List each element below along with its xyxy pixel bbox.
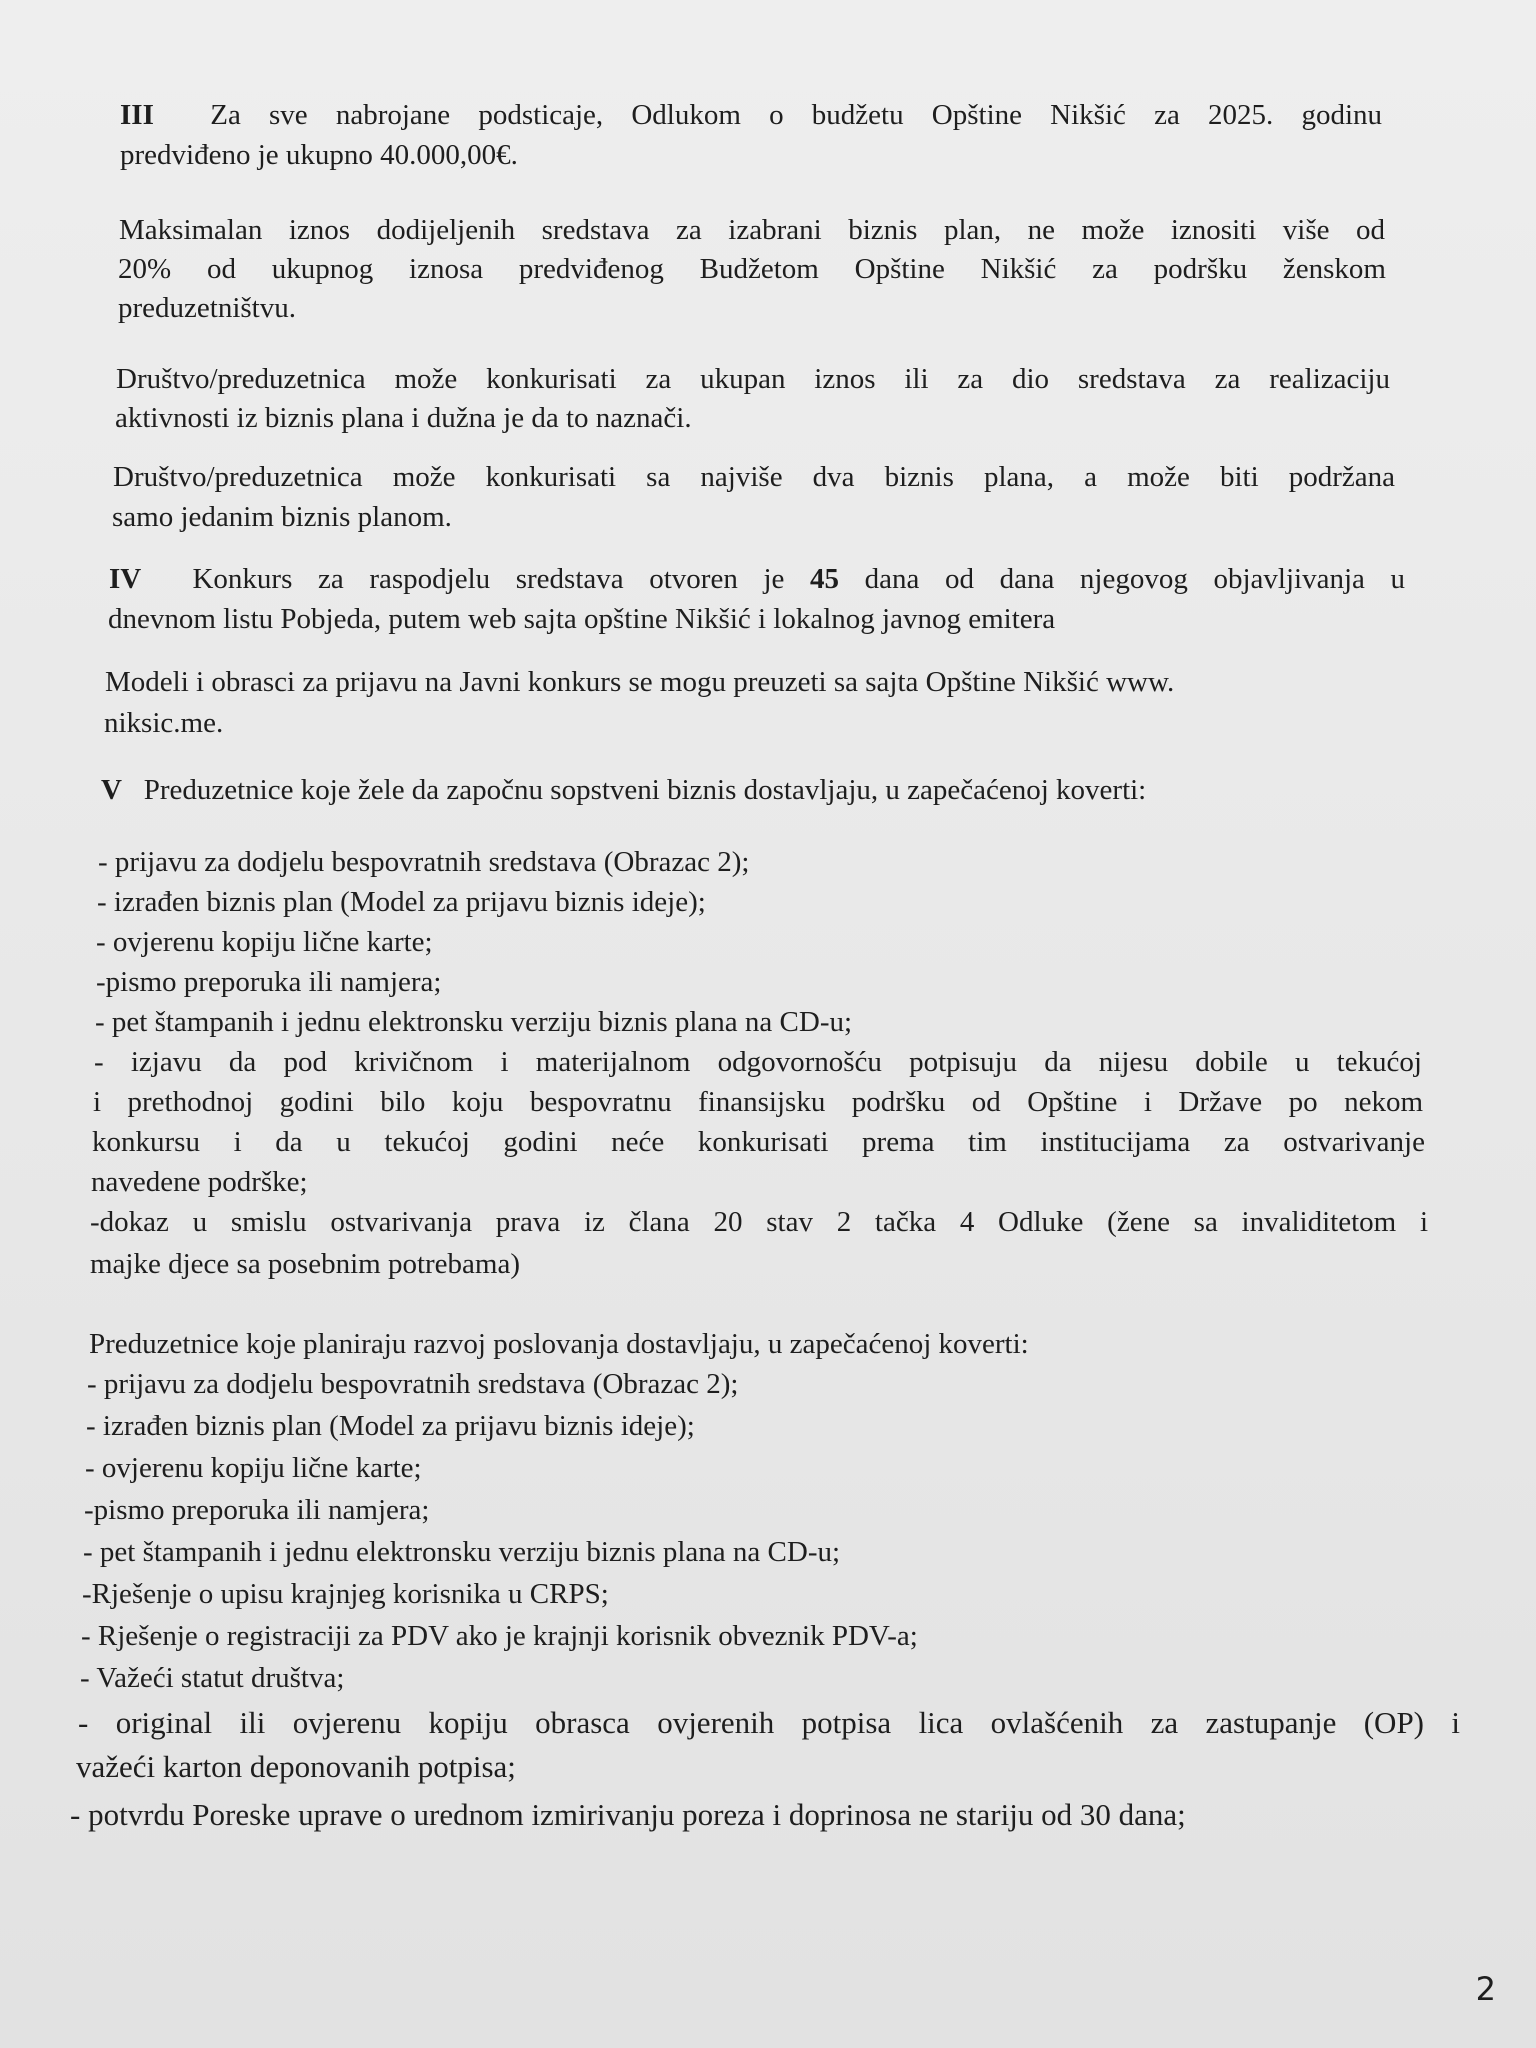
section-iv-text-a: Konkurs za raspodjelu sredstava otvoren je: [192, 563, 810, 595]
list-item: konkursu i da u tekućoj godini neće konkurisati prema tim institucijama za ostvarivanje: [92, 1126, 1425, 1158]
section-number-iii: III: [120, 99, 154, 131]
list-item: -Rješenje o upisu krajnjeg korisnika u CRPS;: [82, 1578, 609, 1610]
list-item: -dokaz u smislu ostvarivanja prava iz člana 20 stav 2 tačka 4 Odluke (žene sa invaliditetom i: [90, 1206, 1428, 1238]
list-item: važeći karton deponovanih potpisa;: [76, 1749, 516, 1784]
list-item: - Važeći statut društva;: [80, 1662, 345, 1694]
section-iv-line-1: [109, 560, 1405, 598]
list-item: - pet štampanih i jednu elektronsku verziju biznis plana na CD-u;: [95, 1006, 853, 1038]
list-item: - prijavu za dodjelu bespovratnih sredstava (Obrazac 2);: [98, 846, 750, 878]
max-amount-line-2: 20% od ukupnog iznosa predviđenog Budžetom Opštine Nikšić za podršku ženskom: [118, 253, 1386, 285]
list-item: - potvrdu Poreske uprave o urednom izmirivanju poreza i doprinosa ne stariju od 30 dana;: [70, 1797, 1186, 1832]
section-v-intro-text: Preduzetnice koje žele da započnu sopstveni biznis dostavljaju, u zapečaćenoj koverti:: [143, 774, 1147, 806]
company-plans-line-2: samo jedanim biznis planom.: [112, 501, 452, 533]
company-apply-line-2: aktivnosti iz biznis plana i dužna je da to naznači.: [115, 402, 692, 434]
section-iv-line-2: dnevnom listu Pobjeda, putem web sajta opštine Nikšić i lokalnog javnog emitera: [108, 603, 1056, 635]
list-item: - izjavu da pod krivičnom i materijalnom odgovornošću potpisuju da nijesu dobile u tekućoj: [94, 1046, 1422, 1078]
list-item: - ovjerenu kopiju lične karte;: [85, 1452, 422, 1484]
list-item: -pismo preporuka ili namjera;: [84, 1494, 430, 1526]
section-iii-line-2: predviđeno je ukupno 40.000,00€.: [120, 139, 518, 171]
development-intro: Preduzetnice koje planiraju razvoj poslovanja dostavljaju, u zapečaćenoj koverti:: [89, 1328, 1029, 1360]
models-line-2: niksic.me.: [104, 707, 224, 739]
list-item: - izrađen biznis plan (Model za prijavu biznis ideje);: [86, 1410, 695, 1442]
models-line-1: Modeli i obrasci za prijavu na Javni konkurs se mogu preuzeti sa sajta Opštine Nikšić www.: [105, 666, 1175, 698]
section-number-iv: IV: [109, 563, 142, 595]
company-apply-line-1: Društvo/preduzetnica može konkurisati za ukupan iznos ili za dio sredstava za realizaciju: [116, 363, 1390, 395]
section-v-intro: [101, 771, 1146, 809]
max-amount-line-1: Maksimalan iznos dodijeljenih sredstava za izabrani biznis plan, ne može iznositi više od: [119, 214, 1385, 246]
section-iv-text-b: dana od dana njegovog objavljivanja u: [839, 563, 1405, 595]
list-item: -pismo preporuka ili namjera;: [96, 966, 442, 998]
list-item: - pet štampanih i jednu elektronsku verziju biznis plana na CD-u;: [83, 1536, 841, 1568]
list-item: navedene podrške;: [91, 1166, 308, 1198]
list-item: - original ili ovjerenu kopiju obrasca ovjerenih potpisa lica ovlašćenih za zastupanje (OP) i: [78, 1705, 1460, 1740]
section-iii-text: Za sve nabrojane podsticaje, Odlukom o budžetu Opštine Nikšić za 2025. godinu: [210, 99, 1383, 131]
days-count: 45: [810, 563, 839, 595]
section-iii-line-1: [120, 96, 1382, 134]
list-item: - Rješenje o registraciji za PDV ako je krajnji korisnik obveznik PDV-a;: [81, 1620, 918, 1652]
list-item: - ovjerenu kopiju lične karte;: [96, 926, 433, 958]
list-item: majke djece sa posebnim potrebama): [90, 1248, 521, 1280]
section-number-v: V: [101, 774, 122, 806]
list-item: - izrađen biznis plan (Model za prijavu biznis ideje);: [97, 886, 706, 918]
company-plans-line-1: Društvo/preduzetnica može konkurisati sa najviše dva biznis plana, a može biti podržana: [113, 461, 1395, 493]
max-amount-line-3: preduzetništvu.: [118, 292, 296, 324]
list-item: - prijavu za dodjelu bespovratnih sredstava (Obrazac 2);: [87, 1368, 739, 1400]
list-item: i prethodnoj godini bilo koju bespovratnu finansijsku podršku od Opštine i Države po nekom: [93, 1086, 1423, 1118]
page-number: 2: [1475, 1970, 1496, 2008]
